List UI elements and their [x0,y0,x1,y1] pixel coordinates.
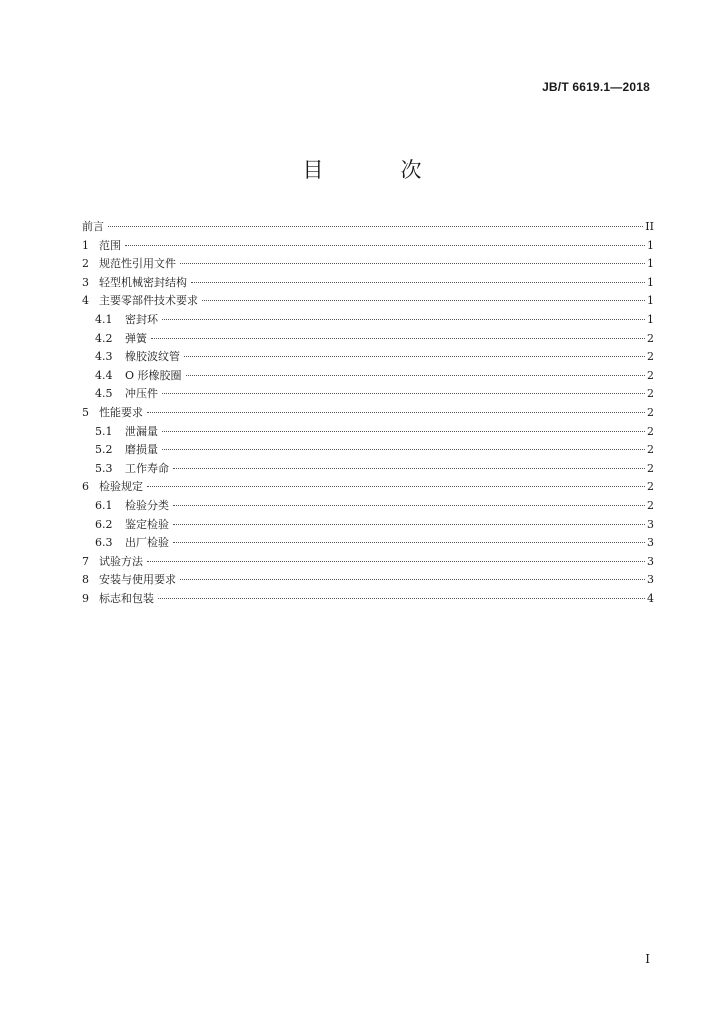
page-number: I [645,952,650,966]
toc-entry-page: 2 [647,498,654,512]
toc-entry [82,330,654,349]
toc-entry-page: 4 [647,591,654,605]
toc-entry-number: 7 [82,554,89,568]
dot-leader [162,449,645,450]
toc-entry-label: 检验规定 [99,480,143,494]
toc-entry [82,571,654,590]
toc-entry [82,218,654,237]
toc-entry-label: 性能要求 [99,405,143,419]
toc-entry-page: II [645,220,654,233]
toc-entry-label: 橡胶波纹管 [125,350,180,364]
toc-entry [82,274,654,293]
dot-leader [180,579,645,580]
toc-entry-number: 4.1 [95,312,113,326]
dot-leader [173,505,645,506]
toc-entry-number: 6 [82,480,89,494]
toc-entry-label: 出厂检验 [125,536,169,550]
toc-entry [82,385,654,404]
toc-entry-label: 密封环 [125,312,158,326]
toc-entry-page: 2 [647,480,654,494]
toc-entry-page: 2 [647,331,654,345]
toc-entry [82,237,654,256]
toc-entry [82,516,654,535]
toc-entry-page: 1 [647,294,654,308]
toc-entry [82,367,654,386]
toc-entry-number: 1 [82,238,89,252]
dot-leader [173,542,645,543]
toc-entry [82,534,654,553]
dot-leader [173,524,645,525]
dot-leader [184,356,645,357]
standard-code: JB/T 6619.1—2018 [542,80,650,94]
dot-leader [186,375,645,376]
dot-leader [151,338,645,339]
toc-entry-page: 3 [647,517,654,531]
toc-entry-number: 6.1 [95,498,113,512]
toc-entry-label: 磨损量 [125,443,158,457]
toc-entry-number: 2 [82,257,89,271]
toc-entry-number: 9 [82,591,89,605]
dot-leader [191,282,645,283]
dot-leader [147,486,645,487]
toc-entry-page: 2 [647,461,654,475]
toc-entry-number: 6.2 [95,517,113,531]
toc-entry-label: 弹簧 [125,331,147,345]
toc-entry-page: 2 [647,387,654,401]
toc-entry-label: 安装与使用要求 [99,573,176,587]
toc-entry-label: 试验方法 [99,554,143,568]
toc-entry-label: O 形橡胶圈 [125,368,182,382]
dot-leader [125,245,645,246]
toc-entry [82,404,654,423]
toc-entry-page: 2 [647,368,654,382]
dot-leader [173,468,645,469]
toc-entry-number: 4.2 [95,331,113,345]
dot-leader [162,319,645,320]
dot-leader [147,561,645,562]
toc-entry [82,348,654,367]
toc-entry [82,478,654,497]
dot-leader [162,431,645,432]
toc-entry-label: 工作寿命 [125,461,169,475]
dot-leader [180,263,645,264]
toc-entry-label: 冲压件 [125,387,158,401]
toc-entry-page: 1 [647,312,654,326]
toc-entry-label: 范围 [99,238,121,252]
toc-entry-number: 5.2 [95,443,113,457]
toc-entry-number: 4.3 [95,350,113,364]
toc-entry-page: 1 [647,257,654,271]
toc-entry-number: 3 [82,275,89,289]
toc-entry [82,460,654,479]
toc-entry-page: 1 [647,238,654,252]
toc-entry-number: 5.1 [95,424,113,438]
toc-entry [82,255,654,274]
dot-leader [108,226,643,227]
toc-entry-label: 规范性引用文件 [99,257,176,271]
toc-entry-page: 1 [647,275,654,289]
toc-entry [82,553,654,572]
dot-leader [158,598,645,599]
toc-entry-label: 轻型机械密封结构 [99,275,187,289]
toc-entry-number: 5.3 [95,461,113,475]
toc-entry-label: 检验分类 [125,498,169,512]
toc-entry-number: 4.4 [95,368,113,382]
table-of-contents [82,218,654,608]
dot-leader [147,412,645,413]
toc-entry-number: 5 [82,405,89,419]
toc-entry [82,441,654,460]
toc-entry-label: 主要零部件技术要求 [99,294,198,308]
toc-entry-label: 前言 [82,220,104,233]
toc-entry-number: 4.5 [95,387,113,401]
toc-entry-page: 2 [647,350,654,364]
toc-entry-label: 泄漏量 [125,424,158,438]
toc-entry-page: 2 [647,443,654,457]
toc-entry-label: 标志和包装 [99,591,154,605]
toc-entry [82,423,654,442]
toc-entry-page: 3 [647,573,654,587]
dot-leader [202,300,645,301]
toc-entry [82,497,654,516]
toc-entry-label: 鉴定检验 [125,517,169,531]
page-title: 目 次 [302,158,450,182]
toc-entry-number: 4 [82,294,89,308]
toc-entry [82,311,654,330]
toc-entry [82,292,654,311]
dot-leader [162,393,645,394]
toc-entry-number: 8 [82,573,89,587]
toc-entry-page: 3 [647,536,654,550]
toc-entry-number: 6.3 [95,536,113,550]
toc-entry-page: 3 [647,554,654,568]
toc-entry [82,590,654,609]
toc-entry-page: 2 [647,424,654,438]
toc-entry-page: 2 [647,405,654,419]
